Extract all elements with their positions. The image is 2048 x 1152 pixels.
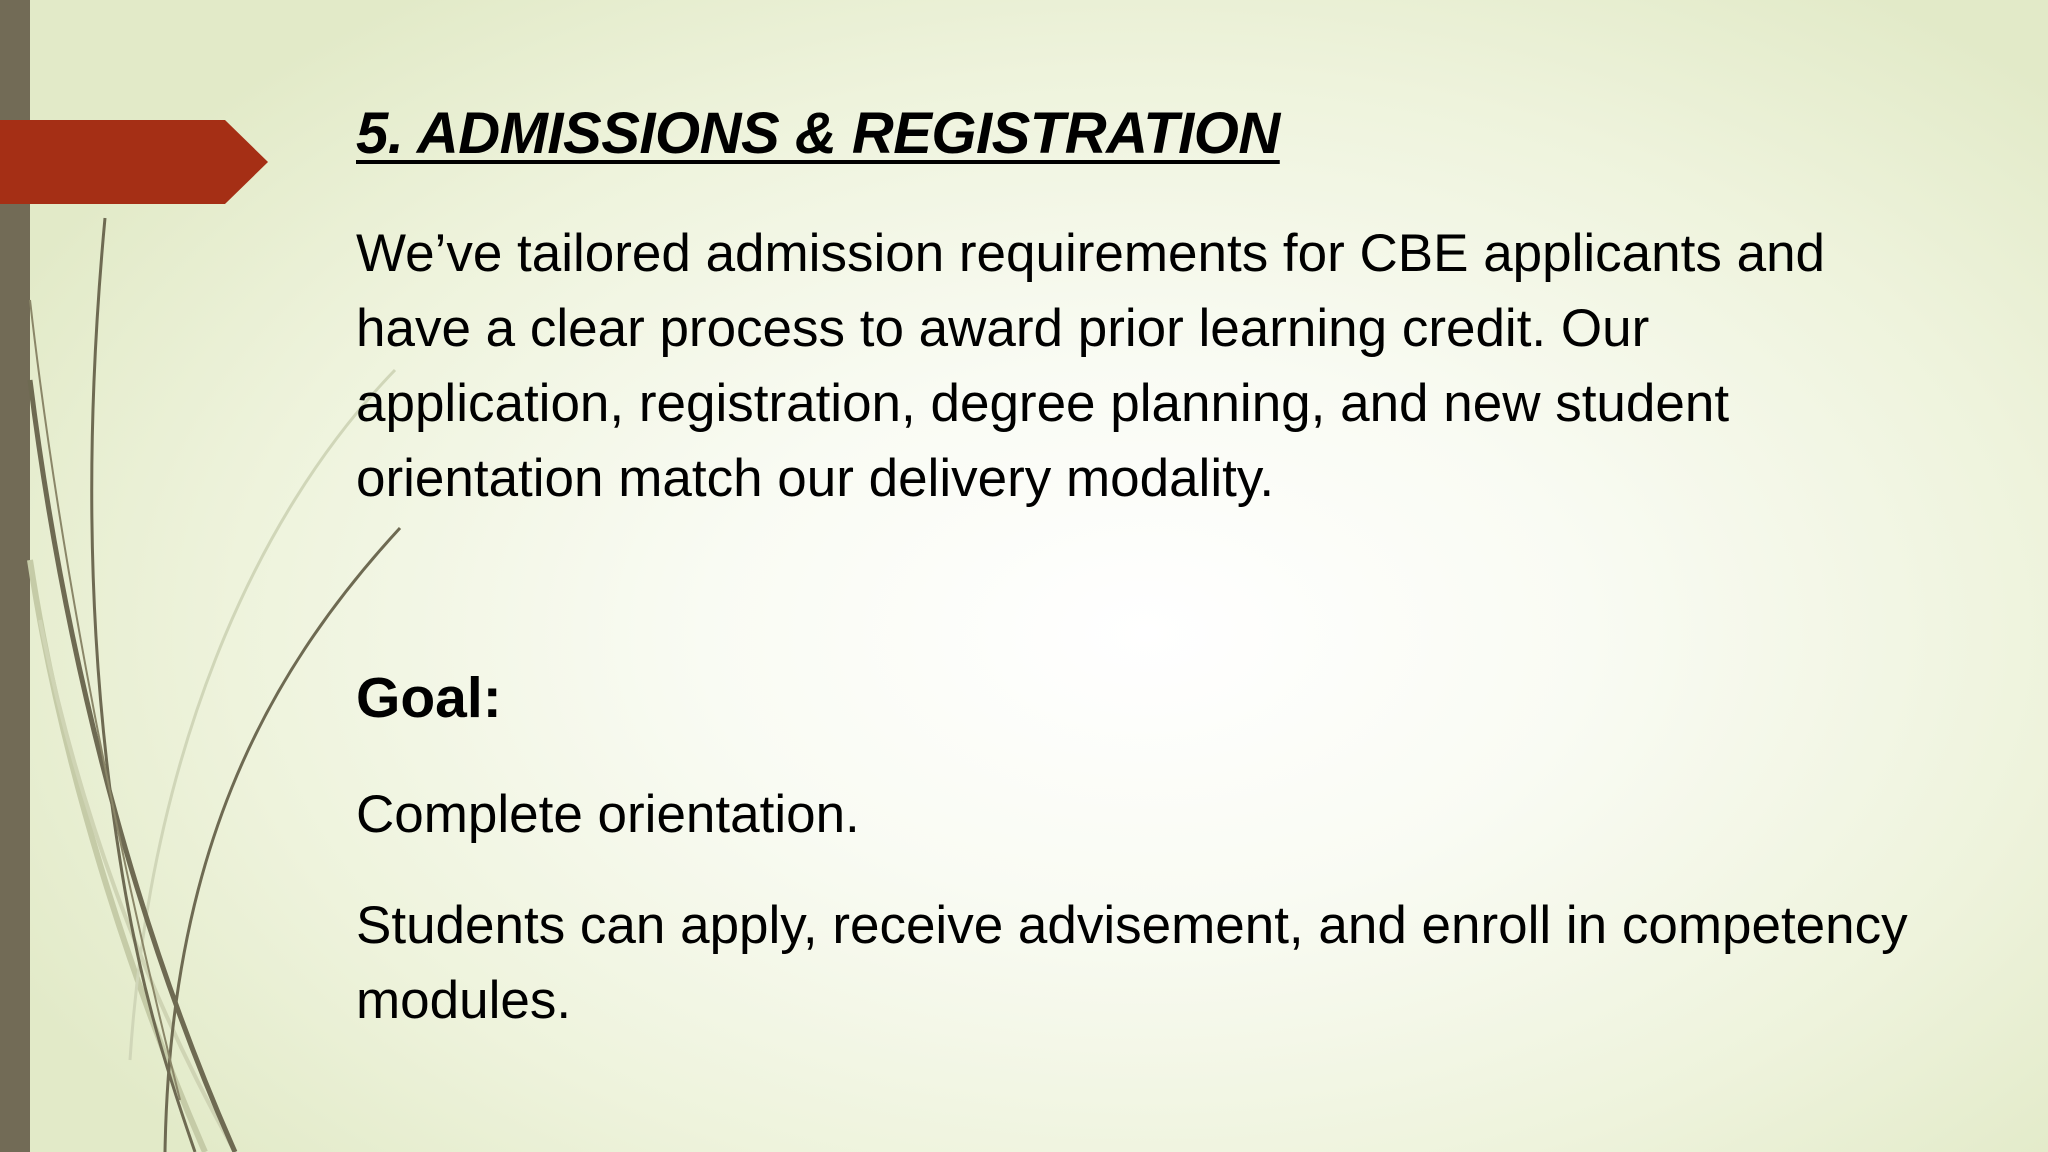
- goal-heading: Goal:: [356, 666, 502, 730]
- slide-title: 5. ADMISSIONS & REGISTRATION: [356, 101, 1280, 166]
- goal-item: Complete orientation.: [356, 785, 860, 844]
- red-arrow-icon: [0, 120, 268, 204]
- main-paragraph: We’ve tailored admission requirements for CBE applicants and have a clear process to award prior learning credit. Our application, registration, degree planning, and new student orientation match our delivery modality.: [356, 224, 1826, 508]
- goal-item: Students can apply, receive advisement, and enroll in competency modules.: [356, 896, 1908, 1030]
